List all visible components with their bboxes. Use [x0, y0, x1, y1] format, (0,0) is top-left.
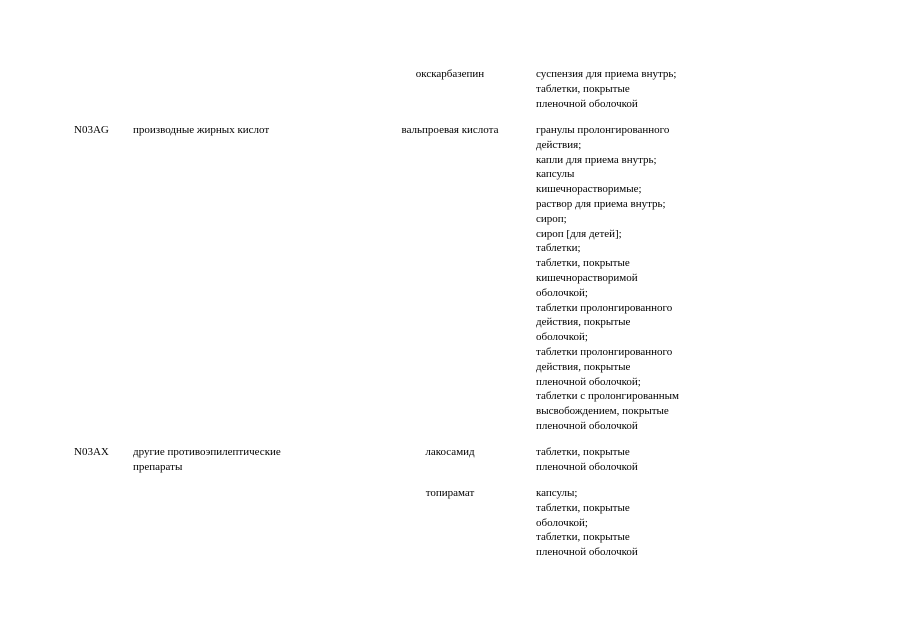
dosage-form-line: капсулы; [536, 487, 578, 499]
atc-code: N03AX [74, 446, 109, 458]
atc-group-line: другие противоэпилептические [133, 446, 281, 458]
dosage-form-line: таблетки пролонгированного [536, 345, 673, 358]
dosage-form-line: таблетки, покрытые [536, 501, 630, 514]
dosage-form-line: капсулы [536, 168, 575, 181]
dosage-form-line: действия, покрытые [536, 360, 631, 373]
dosage-form-line: пленочной оболочкой; [536, 375, 641, 388]
dosage-form-line: сироп [для детей]; [536, 227, 622, 240]
atc-group-line: производные жирных кислот [133, 124, 270, 136]
atc-group [133, 123, 333, 138]
dosage-form-line: таблетки; [536, 242, 581, 255]
atc-code: N03AG [74, 124, 109, 136]
dosage-form-line: сироп; [536, 212, 567, 225]
dosage-form-line: таблетки с пролонгированным [536, 390, 680, 403]
drug-name: окскарбазепин [415, 68, 485, 80]
dosage-form-line: таблетки пролонгированного [536, 301, 673, 314]
atc-group-line: препараты [133, 460, 183, 473]
dosage-form-line: кишечнорастворимые; [536, 183, 642, 196]
dosage-form-line: суспензия для приема внутрь; [536, 68, 677, 80]
dosage-form-line: действия; [536, 138, 582, 151]
dosage-form-line: высвобождением, покрытые [536, 405, 669, 418]
dosage-form-line: таблетки, покрытые [536, 446, 630, 458]
dosage-form-line: таблетки, покрытые [536, 82, 630, 95]
dosage-form-line: оболочкой; [536, 286, 588, 299]
dosage-form-line: пленочной оболочкой [536, 546, 638, 559]
dosage-form-line: гранулы пролонгированного [536, 124, 670, 136]
dosage-form-line: пленочной оболочкой [536, 460, 638, 473]
dosage-form-line: таблетки, покрытые [536, 257, 630, 270]
dosage-form-line: пленочной оболочкой [536, 97, 638, 110]
dosage-form-line: пленочной оболочкой [536, 419, 638, 432]
dosage-forms [536, 123, 736, 434]
dosage-form-line: капли для приема внутрь; [536, 153, 657, 166]
dosage-form-line: раствор для приема внутрь; [536, 197, 666, 210]
dosage-forms [536, 445, 736, 475]
dosage-form-line: оболочкой; [536, 516, 588, 529]
drug-name: топирамат [425, 487, 475, 499]
dosage-forms [536, 67, 736, 111]
atc-group [133, 445, 333, 475]
drug-name: вальпроевая кислота [401, 124, 499, 136]
dosage-forms [536, 486, 736, 560]
dosage-form-line: таблетки, покрытые [536, 531, 630, 544]
dosage-form-line: кишечнорастворимой [536, 271, 638, 284]
dosage-form-line: действия, покрытые [536, 316, 631, 329]
drug-name: лакосамид [425, 446, 475, 458]
dosage-form-line: оболочкой; [536, 331, 588, 344]
